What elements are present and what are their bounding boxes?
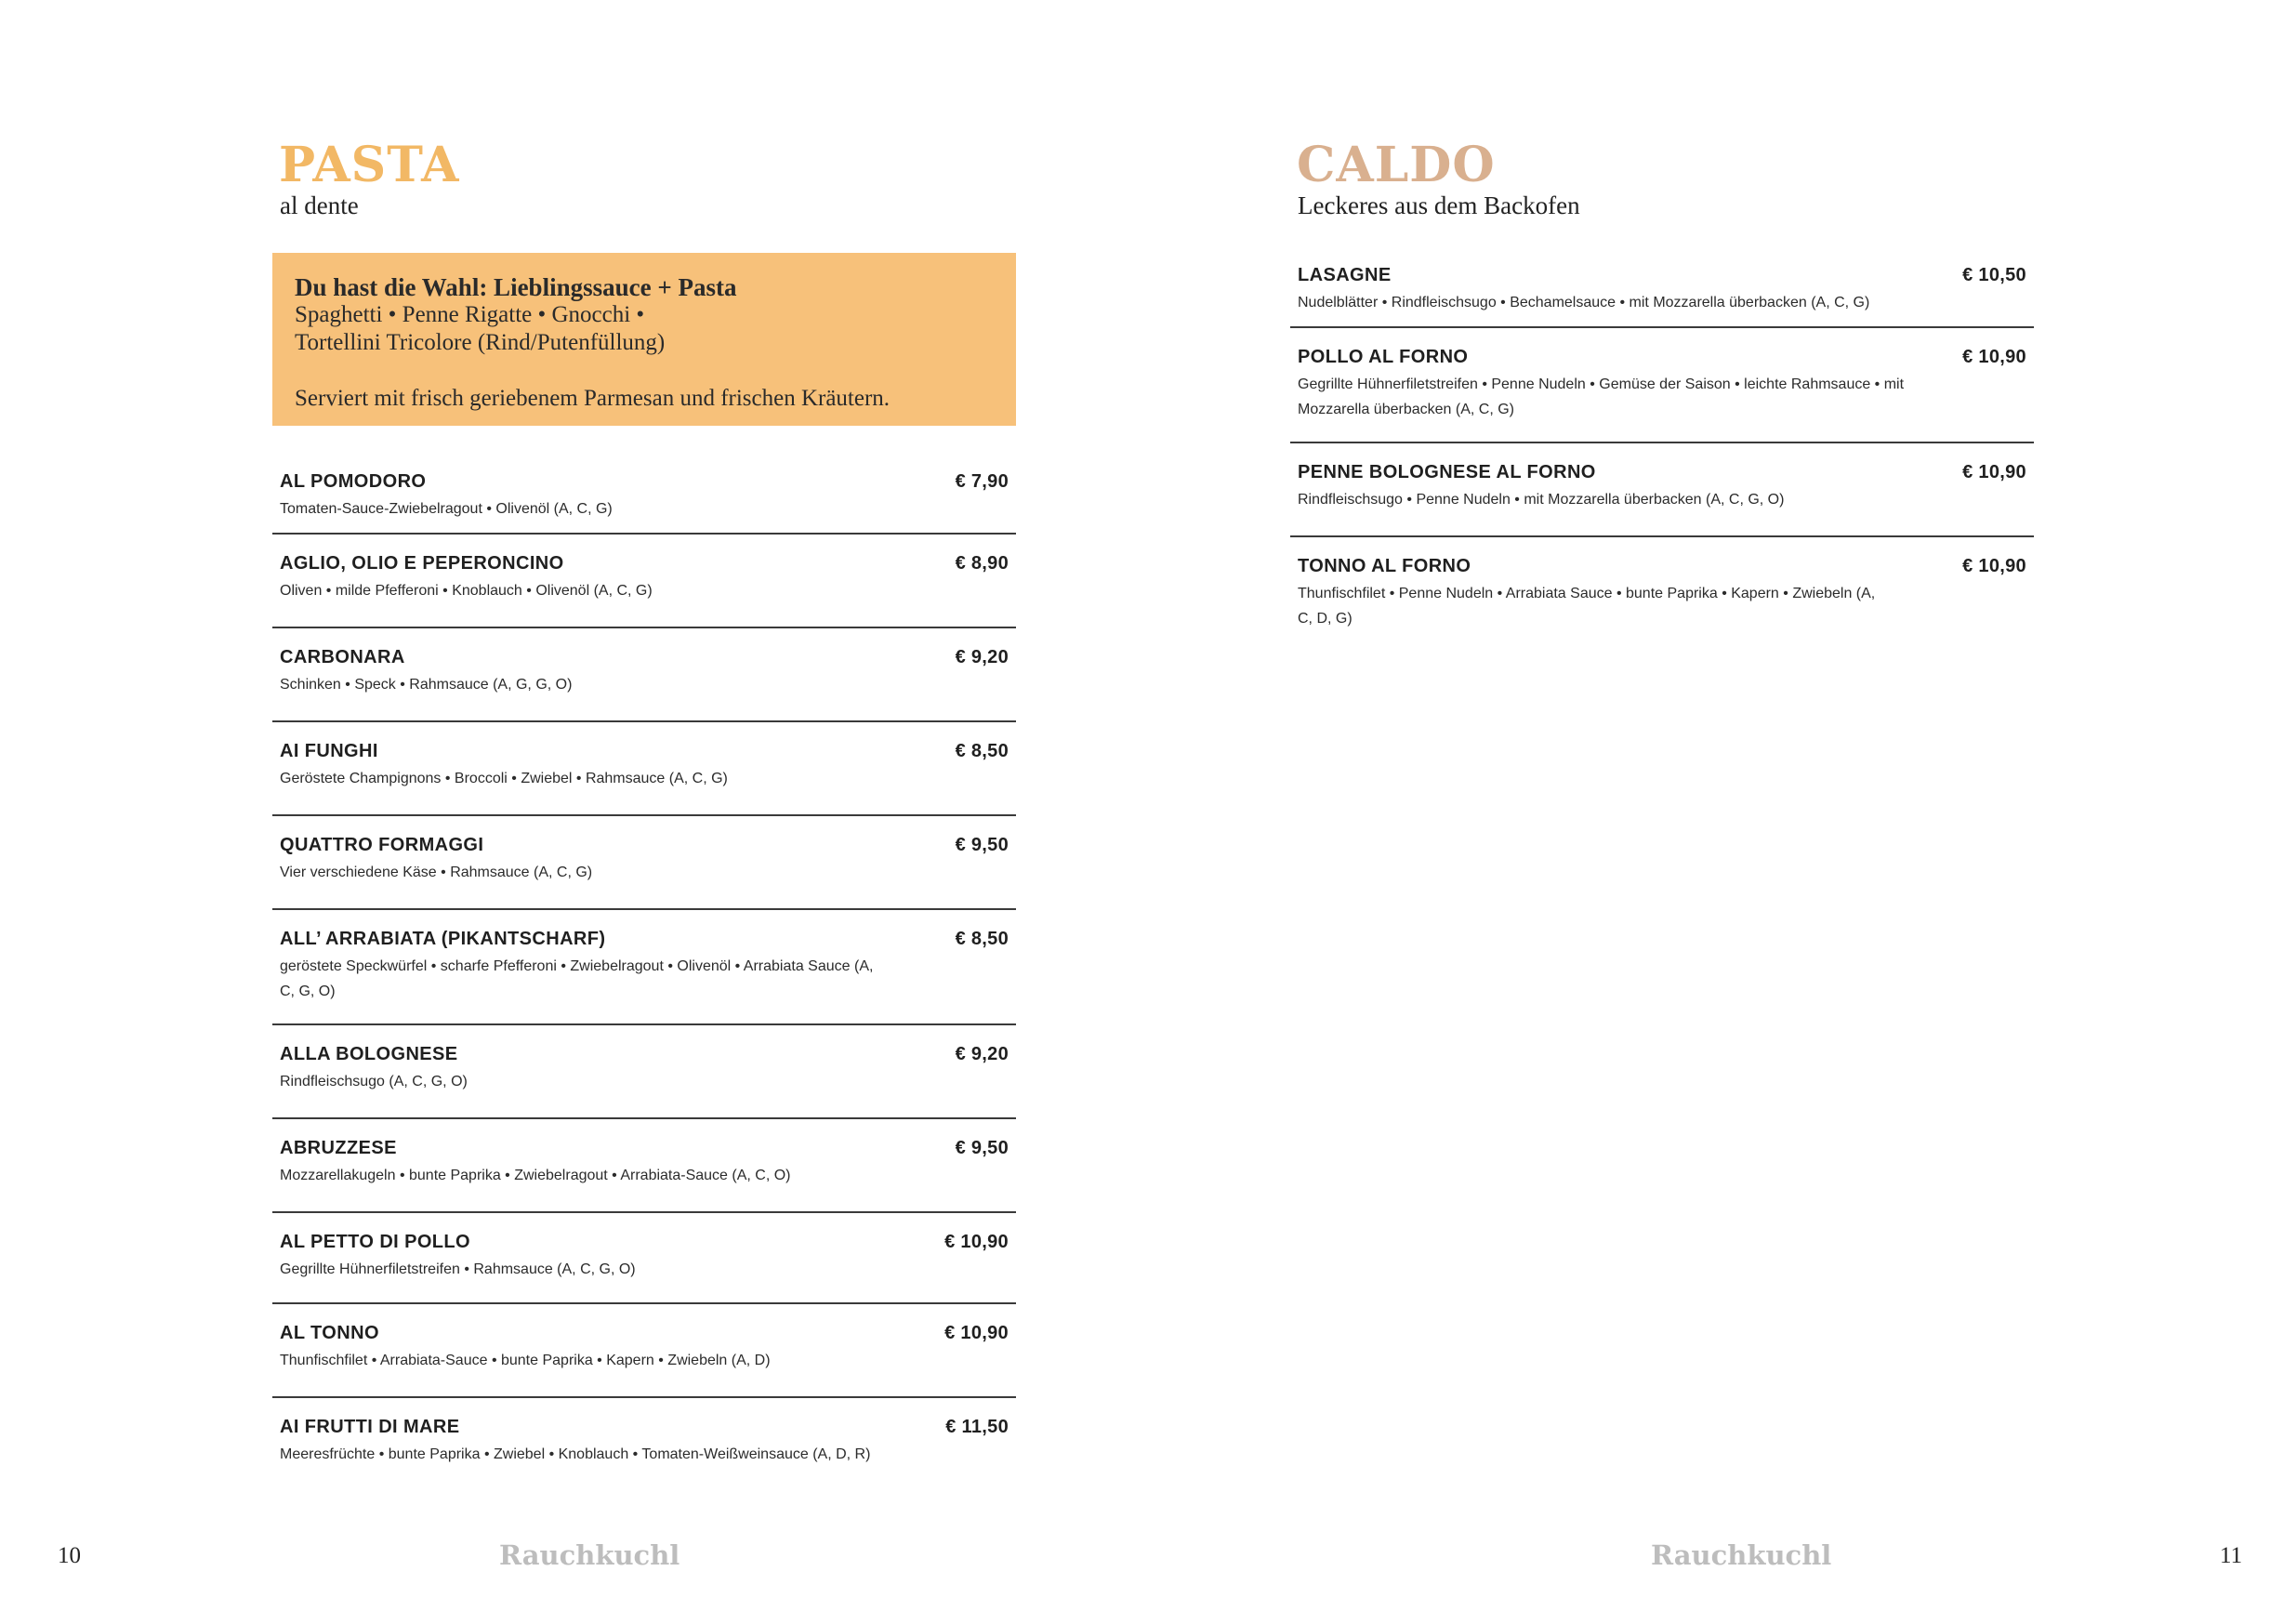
- caldo-menu-list: [1290, 246, 2034, 640]
- item-description: Oliven • milde Pfefferoni • Knoblauch • Olivenöl (A, C, G): [280, 583, 653, 599]
- box-served-note: Serviert mit frisch geriebenem Parmesan und frischen Kräutern.: [295, 386, 891, 411]
- item-price: € 8,50: [955, 741, 1009, 761]
- item-description: Gegrillte Hühnerfiletstreifen • Penne Nudeln • Gemüse der Saison • leichte Rahmsauce • mit Mozzarella überbacken (A, C, G): [1298, 376, 1905, 417]
- item-description: Thunfischfilet • Arrabiata-Sauce • bunte Paprika • Kapern • Zwiebeln (A, D): [280, 1353, 771, 1368]
- menu-item: [1290, 443, 2034, 537]
- menu-item: [272, 1398, 1016, 1482]
- item-description: Vier verschiedene Käse • Rahmsauce (A, C, G): [280, 865, 593, 880]
- item-name: QUATTRO FORMAGGI: [280, 835, 484, 855]
- pasta-menu-list: [272, 453, 1016, 1482]
- item-price: € 10,90: [1962, 556, 2026, 576]
- menu-item: [272, 453, 1016, 535]
- menu-item: [272, 816, 1016, 910]
- item-price: € 10,50: [1962, 265, 2026, 285]
- menu-item: [1290, 537, 2034, 640]
- right-page: [1148, 0, 2296, 1624]
- item-name: ALL’ ARRABIATA (PIKANTSCHARF): [280, 929, 606, 949]
- item-name: LASAGNE: [1298, 265, 1392, 285]
- item-name: AL PETTO DI POLLO: [280, 1232, 470, 1252]
- item-description: Tomaten-Sauce-Zwiebelragout • Olivenöl (A, C, G): [280, 501, 613, 517]
- menu-item: [272, 1025, 1016, 1119]
- menu-item: [272, 628, 1016, 722]
- item-price: € 9,20: [955, 647, 1009, 667]
- brand-logo-right: Rauchkuchl: [1651, 1539, 1832, 1571]
- item-description: Nudelblätter • Rindfleischsugo • Bechamelsauce • mit Mozzarella überbacken (A, C, G): [1298, 295, 1870, 310]
- item-price: € 9,20: [955, 1044, 1009, 1064]
- page-number-right: 11: [2220, 1543, 2243, 1568]
- item-description: Rindfleischsugo (A, C, G, O): [280, 1074, 468, 1089]
- item-description: Geröstete Champignons • Broccoli • Zwiebel • Rahmsauce (A, C, G): [280, 771, 728, 786]
- page-number-left: 10: [58, 1543, 81, 1568]
- item-description: Gegrillte Hühnerfiletstreifen • Rahmsauce (A, C, G, O): [280, 1261, 636, 1277]
- sauce-choice-box: [272, 253, 1016, 426]
- box-pasta-line-2: Tortellini Tricolore (Rind/Putenfüllung): [295, 330, 666, 355]
- menu-item: [272, 1213, 1016, 1304]
- menu-item: [272, 535, 1016, 628]
- item-price: € 8,90: [955, 553, 1009, 574]
- item-description: Rindfleischsugo • Penne Nudeln • mit Mozzarella überbacken (A, C, G, O): [1298, 492, 1785, 508]
- item-price: € 9,50: [955, 1138, 1009, 1158]
- box-pasta-line-1: Spaghetti • Penne Rigatte • Gnocchi •: [295, 302, 645, 327]
- item-price: € 9,50: [955, 835, 1009, 855]
- item-price: € 10,90: [1962, 462, 2026, 482]
- pasta-subtitle: al dente: [280, 191, 359, 219]
- item-price: € 7,90: [955, 471, 1009, 492]
- item-name: TONNO AL FORNO: [1298, 556, 1471, 576]
- item-price: € 10,90: [1962, 347, 2026, 367]
- item-name: ABRUZZESE: [280, 1138, 397, 1158]
- item-description: Thunfischfilet • Penne Nudeln • Arrabiata Sauce • bunte Paprika • Kapern • Zwiebeln (A, C, D, G): [1298, 586, 1876, 627]
- item-name: PENNE BOLOGNESE AL FORNO: [1298, 462, 1596, 482]
- pasta-title: PASTA: [279, 137, 460, 193]
- brand-logo-left: Rauchkuchl: [499, 1539, 680, 1571]
- box-heading: Du hast die Wahl: Lieblingssauce + Pasta: [295, 273, 737, 301]
- menu-item: [272, 910, 1016, 1025]
- item-name: AI FUNGHI: [280, 741, 378, 761]
- menu-item: [272, 722, 1016, 816]
- item-description: Schinken • Speck • Rahmsauce (A, G, G, O): [280, 677, 573, 693]
- item-name: CARBONARA: [280, 647, 405, 667]
- caldo-title: CALDO: [1297, 137, 1496, 193]
- item-name: AI FRUTTI DI MARE: [280, 1417, 460, 1437]
- item-name: AL TONNO: [280, 1323, 379, 1343]
- item-name: AGLIO, OLIO E PEPERONCINO: [280, 553, 564, 574]
- item-price: € 8,50: [955, 929, 1009, 949]
- item-name: AL POMODORO: [280, 471, 427, 492]
- item-name: ALLA BOLOGNESE: [280, 1044, 458, 1064]
- menu-item: [272, 1304, 1016, 1398]
- menu-item: [1290, 246, 2034, 328]
- menu-item: [272, 1119, 1016, 1213]
- item-description: Mozzarellakugeln • bunte Paprika • Zwiebelragout • Arrabiata-Sauce (A, C, O): [280, 1168, 791, 1183]
- item-name: POLLO AL FORNO: [1298, 347, 1469, 367]
- item-price: € 10,90: [944, 1232, 1009, 1252]
- menu-item: [1290, 328, 2034, 443]
- item-description: geröstete Speckwürfel • scharfe Pfefferoni • Zwiebelragout • Olivenöl • Arrabiata Sauce (A, C, G, O): [280, 958, 874, 999]
- caldo-subtitle: Leckeres aus dem Backofen: [1298, 191, 1580, 219]
- item-description: Meeresfrüchte • bunte Paprika • Zwiebel • Knoblauch • Tomaten-Weißweinsauce (A, D, R): [280, 1446, 871, 1462]
- item-price: € 11,50: [945, 1417, 1009, 1437]
- item-price: € 10,90: [944, 1323, 1009, 1343]
